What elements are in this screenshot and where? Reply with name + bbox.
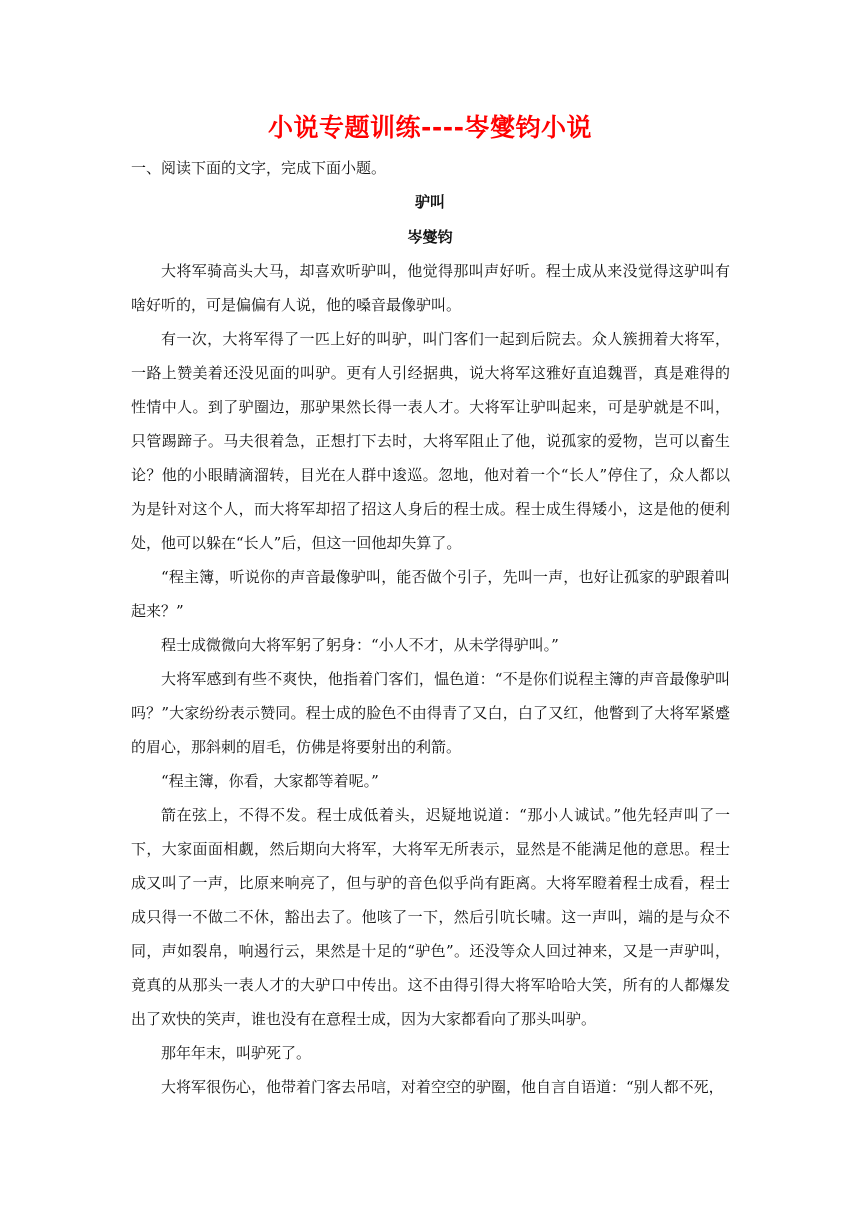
paragraph: 程士成微微向大将军躬了躬身：“小人不才，从未学得驴叫。” (161, 636, 559, 654)
paragraph: “程主簿，听说你的声音最像驴叫，能否做个引子，先叫一声，也好让孤家的驴跟着叫起来？” (131, 568, 730, 620)
question-instruction: 一、阅读下面的文字，完成下面小题。 (131, 159, 387, 177)
paragraph: 那年年末，叫驴死了。 (161, 1044, 312, 1062)
story-author: 岑燮钧 (407, 228, 453, 246)
paragraph: 大将军骑高头大马，却喜欢听驴叫，他觉得那叫声好听。程士成从来没觉得这驴叫有啥好听的，可是偏偏有人说，他的嗓音最像驴叫。 (131, 262, 730, 314)
story-body (131, 254, 730, 1104)
paragraph: 有一次，大将军得了一匹上好的叫驴，叫门客们一起到后院去。众人簇拥着大将军，一路上赞美着还没见面的叫驴。更有人引经据典，说大将军这雅好直追魏晋，真是难得的性情中人。到了驴圈边，那驴果然长得一表人才。大将军让驴叫起来，可是驴就是不叫，只管踢蹄子。马夫很着急，正想打下去时，大将军阻止了他，说孤家的爱物，岂可以畜生论？他的小眼睛滴溜转，目光在人群中逡巡。忽地，他对着一个“长人”停住了，众人都以为是针对这个人，而大将军却招了招这人身后的程士成。程士成生得矮小，这是他的便利处，他可以躲在“长人”后，但这一回他却失算了。 (131, 330, 730, 552)
paragraph: 箭在弦上，不得不发。程士成低着头，迟疑地说道：“那小人诚试。”他先轻声叫了一下，大家面面相觑，然后期向大将军，大将军无所表示，显然是不能满足他的意思。程士成又叫了一声，比原来响亮了，但与驴的音色似乎尚有距离。大将军瞪着程士成看，程士成只得一不做二不休，豁出去了。他咳了一下，然后引吭长啸。这一声叫，端的是与众不同，声如裂帛，响遏行云，果然是十足的“驴色”。还没等众人回过神来，又是一声驴叫，竟真的从那头一表人才的大驴口中传出。这不由得引得大将军哈哈大笑，所有的人都爆发出了欢快的笑声，谁也没有在意程士成，因为大家都看向了那头叫驴。 (131, 806, 730, 1028)
paragraph: “程主簿，你看，大家都等着呢。” (161, 772, 379, 790)
document-title: 小说专题训练----岑燮钧小说 (267, 113, 592, 142)
story-title: 驴叫 (414, 193, 445, 211)
paragraph: 大将军很伤心，他带着门客去吊唁，对着空空的驴圈，他自言自语道：“别人都不死， (161, 1078, 724, 1096)
paragraph: 大将军感到有些不爽快，他指着门客们，愠色道：“不是你们说程主簿的声音最像驴叫吗？”大家纷纷表示赞同。程士成的脸色不由得青了又白，白了又红，他瞥到了大将军紧蹙的眉心，那斜刺的眉毛，仿佛是将要射出的利箭。 (131, 670, 730, 756)
